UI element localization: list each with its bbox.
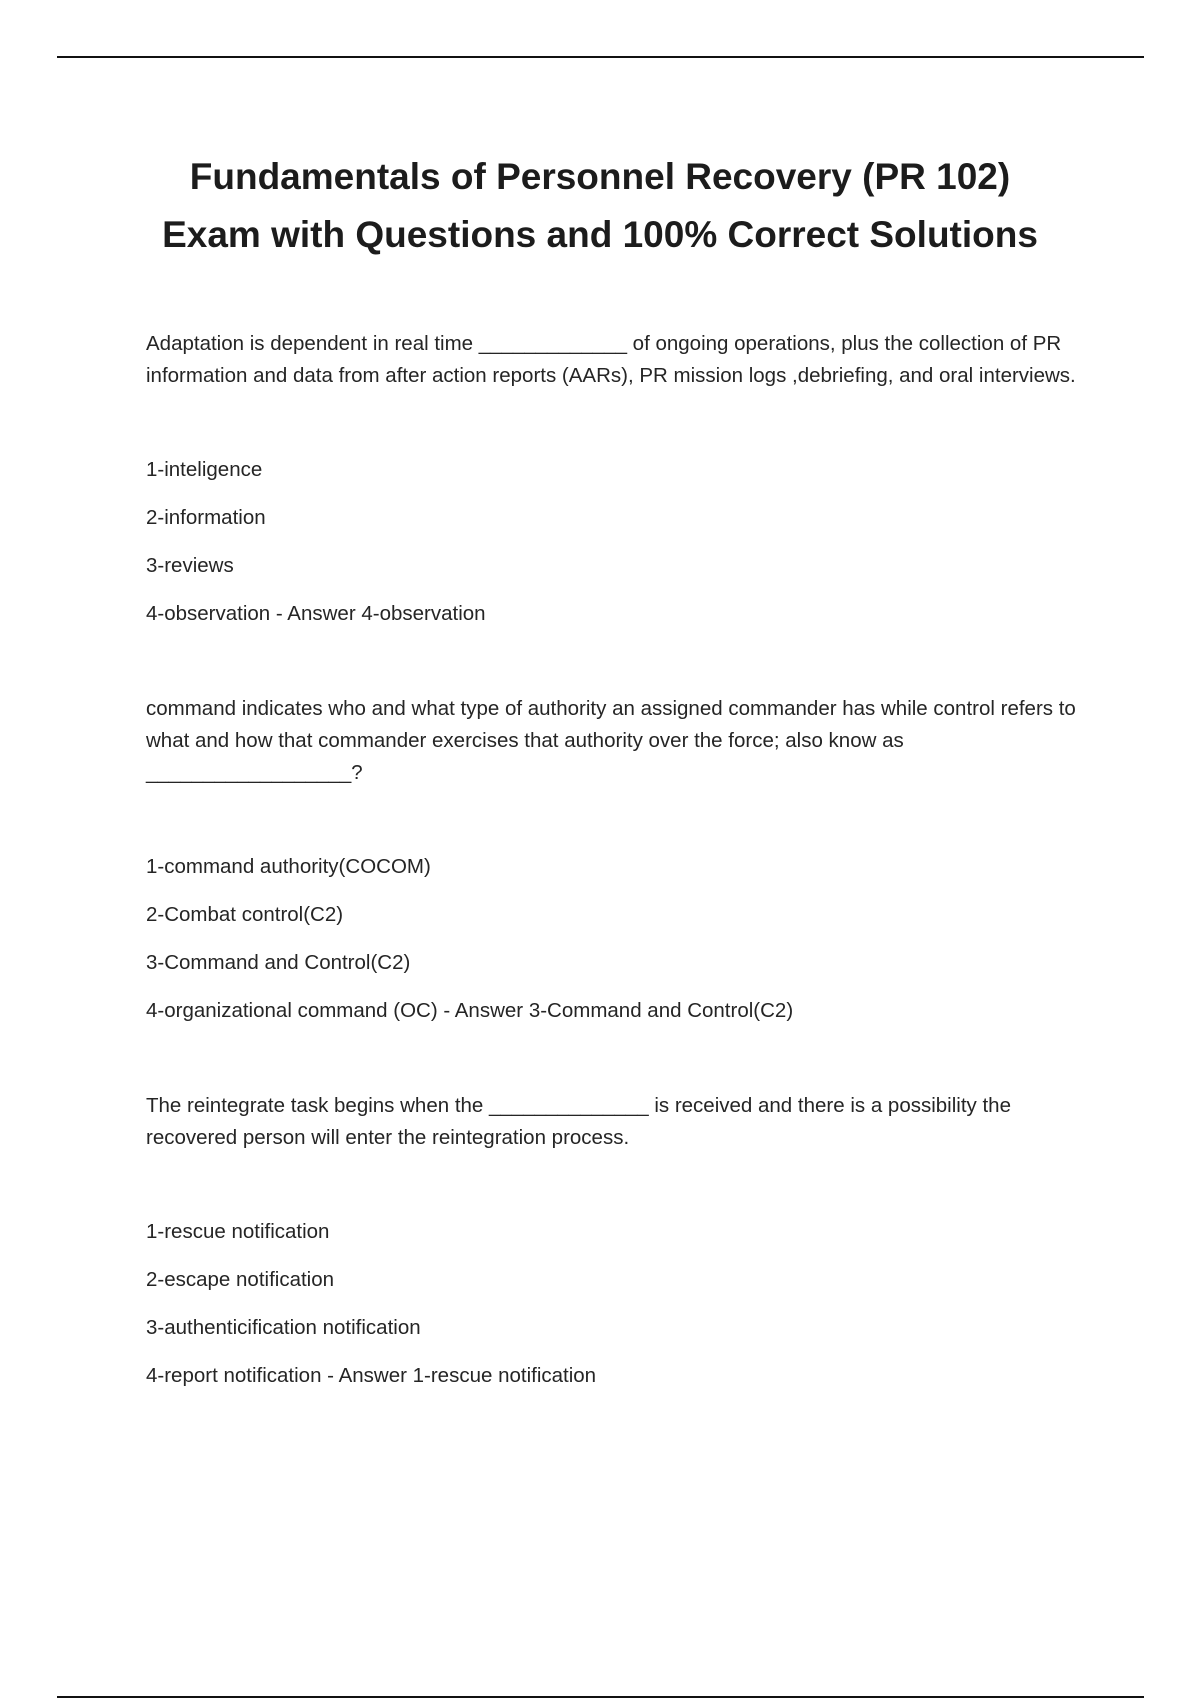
- option-item: 1-inteligence: [146, 458, 263, 481]
- option-item: 3-Command and Control(C2): [146, 951, 411, 974]
- question-block-3: [146, 1090, 1090, 1392]
- option-item-answer: 4-observation - Answer 4-observation: [146, 602, 486, 625]
- question-text: The reintegrate task begins when the ______________ is received and there is a possibility the recovered person will enter the reintegration process.: [146, 1094, 1011, 1149]
- option-list: [146, 1216, 1090, 1392]
- option-item: 2-Combat control(C2): [146, 903, 344, 926]
- footer-rule: [57, 1696, 1144, 1698]
- option-item-answer: 4-report notification - Answer 1-rescue notification: [146, 1364, 597, 1387]
- option-item-answer: 4-organizational command (OC) - Answer 3-Command and Control(C2): [146, 999, 794, 1022]
- document-title: [60, 148, 1140, 264]
- question-text: Adaptation is dependent in real time _____________ of ongoing operations, plus the collection of PR information and data from after action reports (AARs), PR mission logs ,debriefing, and oral interviews.: [146, 332, 1076, 387]
- option-item: 2-escape notification: [146, 1268, 335, 1291]
- question-block-1: [146, 328, 1090, 630]
- title-line-2: Exam with Questions and 100% Correct Solutions: [162, 214, 1038, 255]
- option-list: [146, 454, 1090, 630]
- option-item: 1-rescue notification: [146, 1220, 330, 1243]
- question-list: [146, 328, 1090, 1455]
- option-item: 3-authenticification notification: [146, 1316, 421, 1339]
- title-line-1: Fundamentals of Personnel Recovery (PR 102): [189, 156, 1011, 197]
- option-item: 3-reviews: [146, 554, 234, 577]
- question-block-2: [146, 693, 1090, 1027]
- option-item: 1-command authority(COCOM): [146, 855, 431, 878]
- question-text: command indicates who and what type of authority an assigned commander has while control refers to what and how that commander exercises that authority over the force; also know as __________________?: [146, 697, 1076, 784]
- option-item: 2-information: [146, 506, 266, 529]
- option-list: [146, 851, 1090, 1027]
- header-rule: [57, 56, 1144, 58]
